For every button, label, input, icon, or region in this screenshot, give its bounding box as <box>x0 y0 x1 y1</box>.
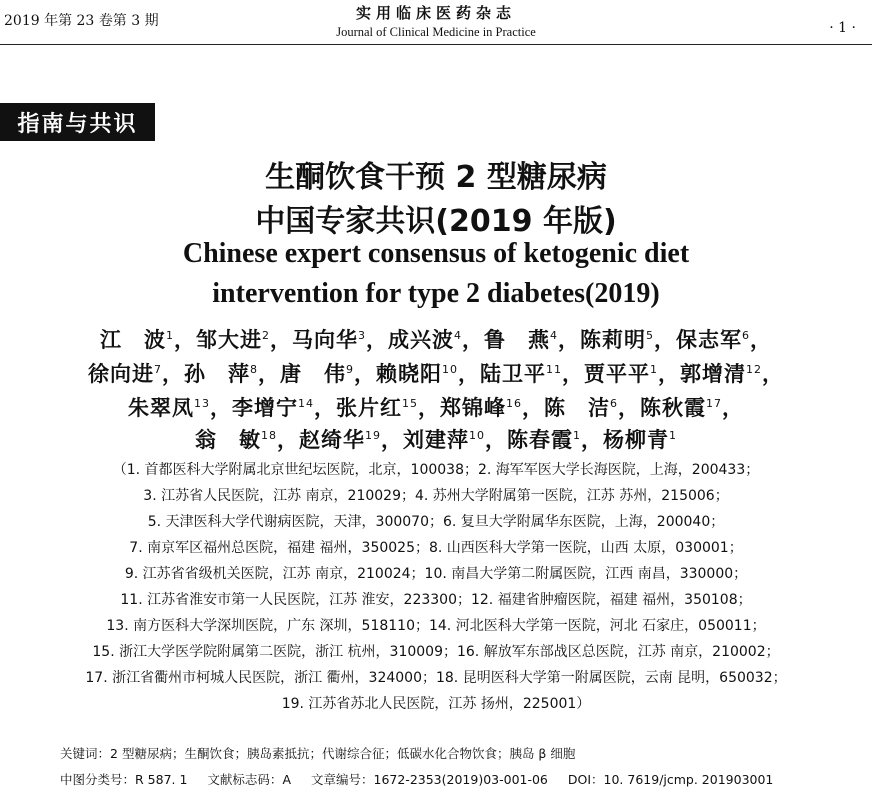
author-name: 赖晓阳 <box>376 362 442 386</box>
author-name: 郭增清 <box>680 362 746 386</box>
author-separator: ， <box>381 428 403 452</box>
clc-label: 中图分类号： <box>60 772 136 787</box>
title-cn-line1: 生酮饮食干预 2 型糖尿病 <box>265 160 607 195</box>
affiliation-line: 15. 浙江大学医学院附属第二医院，浙江 杭州，310009；16. 解放军东部战区总医院，江苏 南京，210002； <box>92 644 780 660</box>
affiliation-line: （1. 首都医科大学附属北京世纪坛医院，北京，100038；2. 海军军医大学长海医院，上海，200433； <box>112 462 760 478</box>
author-line <box>0 424 872 454</box>
author-name: 陈春霞 <box>507 428 573 452</box>
author-name: 翁 敏 <box>195 428 261 452</box>
author-affiliation-ref: 15 <box>402 397 418 410</box>
title-en-line1: Chinese expert consensus of ketogenic diet <box>182 238 690 269</box>
affiliation-line: 19. 江苏省苏北人民医院，江苏 扬州，225001） <box>281 696 591 712</box>
author-separator: ， <box>722 396 744 420</box>
author-affiliation-ref: 6 <box>610 397 618 410</box>
author-name: 朱翠凤 <box>128 396 194 420</box>
article-number-value: 1672-2353(2019)03-001-06 <box>373 772 548 787</box>
author-separator: ， <box>162 362 184 386</box>
author-name: 杨柳青 <box>603 428 669 452</box>
page-number: · 1 · <box>829 20 856 36</box>
doi-value: 10. 7619/jcmp. 201903001 <box>603 772 774 787</box>
author-separator: ， <box>366 328 388 352</box>
classification-line <box>60 770 773 788</box>
author-separator: ， <box>270 328 292 352</box>
title-en-line2: intervention for type 2 diabetes(2019) <box>212 278 660 309</box>
doc-code-value: A <box>282 772 291 787</box>
author-separator: ， <box>174 328 196 352</box>
author-separator: ， <box>485 428 507 452</box>
author-affiliation-ref: 1 <box>669 429 677 442</box>
affiliation-line: 11. 江苏省淮安市第一人民医院，江苏 淮安，223300；12. 福建省肿瘤医院，福建 福州，350108； <box>120 592 752 608</box>
author-name: 陈秋霞 <box>640 396 706 420</box>
author-name: 赵绮华 <box>299 428 365 452</box>
author-line <box>0 324 872 354</box>
author-name: 江 波 <box>100 328 166 352</box>
author-name: 鲁 燕 <box>484 328 550 352</box>
author-separator: ， <box>618 396 640 420</box>
article-number-label: 文章编号： <box>310 772 374 787</box>
author-separator: ， <box>462 328 484 352</box>
author-name: 成兴波 <box>388 328 454 352</box>
author-name: 徐向进 <box>88 362 154 386</box>
author-separator: ， <box>658 362 680 386</box>
keywords <box>60 744 575 762</box>
affiliation-line: 13. 南方医科大学深圳医院，广东 深圳，518110；14. 河北医科大学第一医院，河北 石家庄，050011； <box>106 618 766 634</box>
author-affiliation-ref: 4 <box>550 329 558 342</box>
author-separator: ， <box>277 428 299 452</box>
author-line <box>0 358 872 388</box>
affiliation-line: 9. 江苏省省级机关医院，江苏 南京，210024；10. 南昌大学第二附属医院，江西 南昌，330000； <box>124 566 748 582</box>
author-affiliation-ref: 2 <box>262 329 270 342</box>
author-separator: ， <box>458 362 480 386</box>
doi-label: DOI： <box>567 772 604 787</box>
affiliation-line: 3. 江苏省人民医院，江苏 南京，210029；4. 苏州大学附属第一医院，江苏 苏州，215006； <box>143 488 729 504</box>
author-line <box>0 392 872 422</box>
affiliation-line: 5. 天津医科大学代谢病医院，天津，300070；6. 复旦大学附属华东医院，上海，200040； <box>147 514 725 530</box>
author-affiliation-ref: 14 <box>298 397 314 410</box>
author-affiliation-ref: 6 <box>742 329 750 342</box>
author-separator: ， <box>354 362 376 386</box>
author-name: 张片红 <box>336 396 402 420</box>
author-affiliation-ref: 4 <box>454 329 462 342</box>
author-separator: ， <box>314 396 336 420</box>
author-name: 郑锦峰 <box>440 396 506 420</box>
affiliation-line: 17. 浙江省衢州市柯城人民医院，浙江 衢州，324000；18. 昆明医科大学第一附属医院，云南 昆明，650032； <box>85 670 787 686</box>
author-separator: ， <box>581 428 603 452</box>
author-affiliation-ref: 5 <box>646 329 654 342</box>
clc-value: R 587. 1 <box>135 772 188 787</box>
author-affiliation-ref: 7 <box>154 363 162 376</box>
journal-name-en: Journal of Clinical Medicine in Practice <box>336 25 536 39</box>
author-affiliation-ref: 13 <box>194 397 210 410</box>
author-name: 唐 伟 <box>280 362 346 386</box>
header-rule <box>0 44 872 45</box>
issue-info: 2019 年第 23 卷第 3 期 <box>4 13 159 29</box>
author-affiliation-ref: 18 <box>261 429 277 442</box>
author-affiliation-ref: 1 <box>166 329 174 342</box>
author-separator: ， <box>562 362 584 386</box>
author-affiliation-ref: 17 <box>706 397 722 410</box>
author-separator: ， <box>210 396 232 420</box>
author-affiliation-ref: 12 <box>746 363 762 376</box>
author-name: 陆卫平 <box>480 362 546 386</box>
author-name: 邹大进 <box>196 328 262 352</box>
author-affiliation-ref: 3 <box>358 329 366 342</box>
author-separator: ， <box>522 396 544 420</box>
author-name: 陈 洁 <box>544 396 610 420</box>
author-separator: ， <box>762 362 784 386</box>
journal-title-block <box>0 2 872 40</box>
author-separator: ， <box>258 362 280 386</box>
author-affiliation-ref: 19 <box>365 429 381 442</box>
author-name: 马向华 <box>292 328 358 352</box>
author-affiliation-ref: 10 <box>442 363 458 376</box>
author-name: 陈莉明 <box>580 328 646 352</box>
keywords-text: 2 型糖尿病；生酮饮食；胰岛素抵抗；代谢综合征；低碳水化合物饮食；胰岛 β 细胞 <box>110 746 576 761</box>
author-affiliation-ref: 1 <box>573 429 581 442</box>
author-affiliation-ref: 10 <box>469 429 485 442</box>
author-affiliation-ref: 9 <box>346 363 354 376</box>
author-affiliation-ref: 11 <box>546 363 562 376</box>
author-separator: ， <box>558 328 580 352</box>
section-label: 指南与共识 <box>0 103 155 141</box>
journal-name-cn: 实用临床医药杂志 <box>355 4 516 22</box>
author-separator: ， <box>418 396 440 420</box>
author-name: 李增宁 <box>232 396 298 420</box>
author-name: 刘建萍 <box>403 428 469 452</box>
author-separator: ， <box>654 328 676 352</box>
doc-code-label: 文献标志码： <box>207 772 283 787</box>
author-affiliation-ref: 8 <box>250 363 258 376</box>
keywords-label: 关键词： <box>60 746 111 761</box>
author-name: 贾平平 <box>584 362 650 386</box>
author-affiliation-ref: 16 <box>506 397 522 410</box>
author-name: 保志军 <box>676 328 742 352</box>
affiliation-line: 7. 南京军区福州总医院，福建 福州，350025；8. 山西医科大学第一医院，山西 太原，030001； <box>129 540 743 556</box>
author-name: 孙 萍 <box>184 362 250 386</box>
author-affiliation-ref: 1 <box>650 363 658 376</box>
author-separator: ， <box>750 328 772 352</box>
title-cn-line2: 中国专家共识(2019 年版) <box>255 204 617 239</box>
